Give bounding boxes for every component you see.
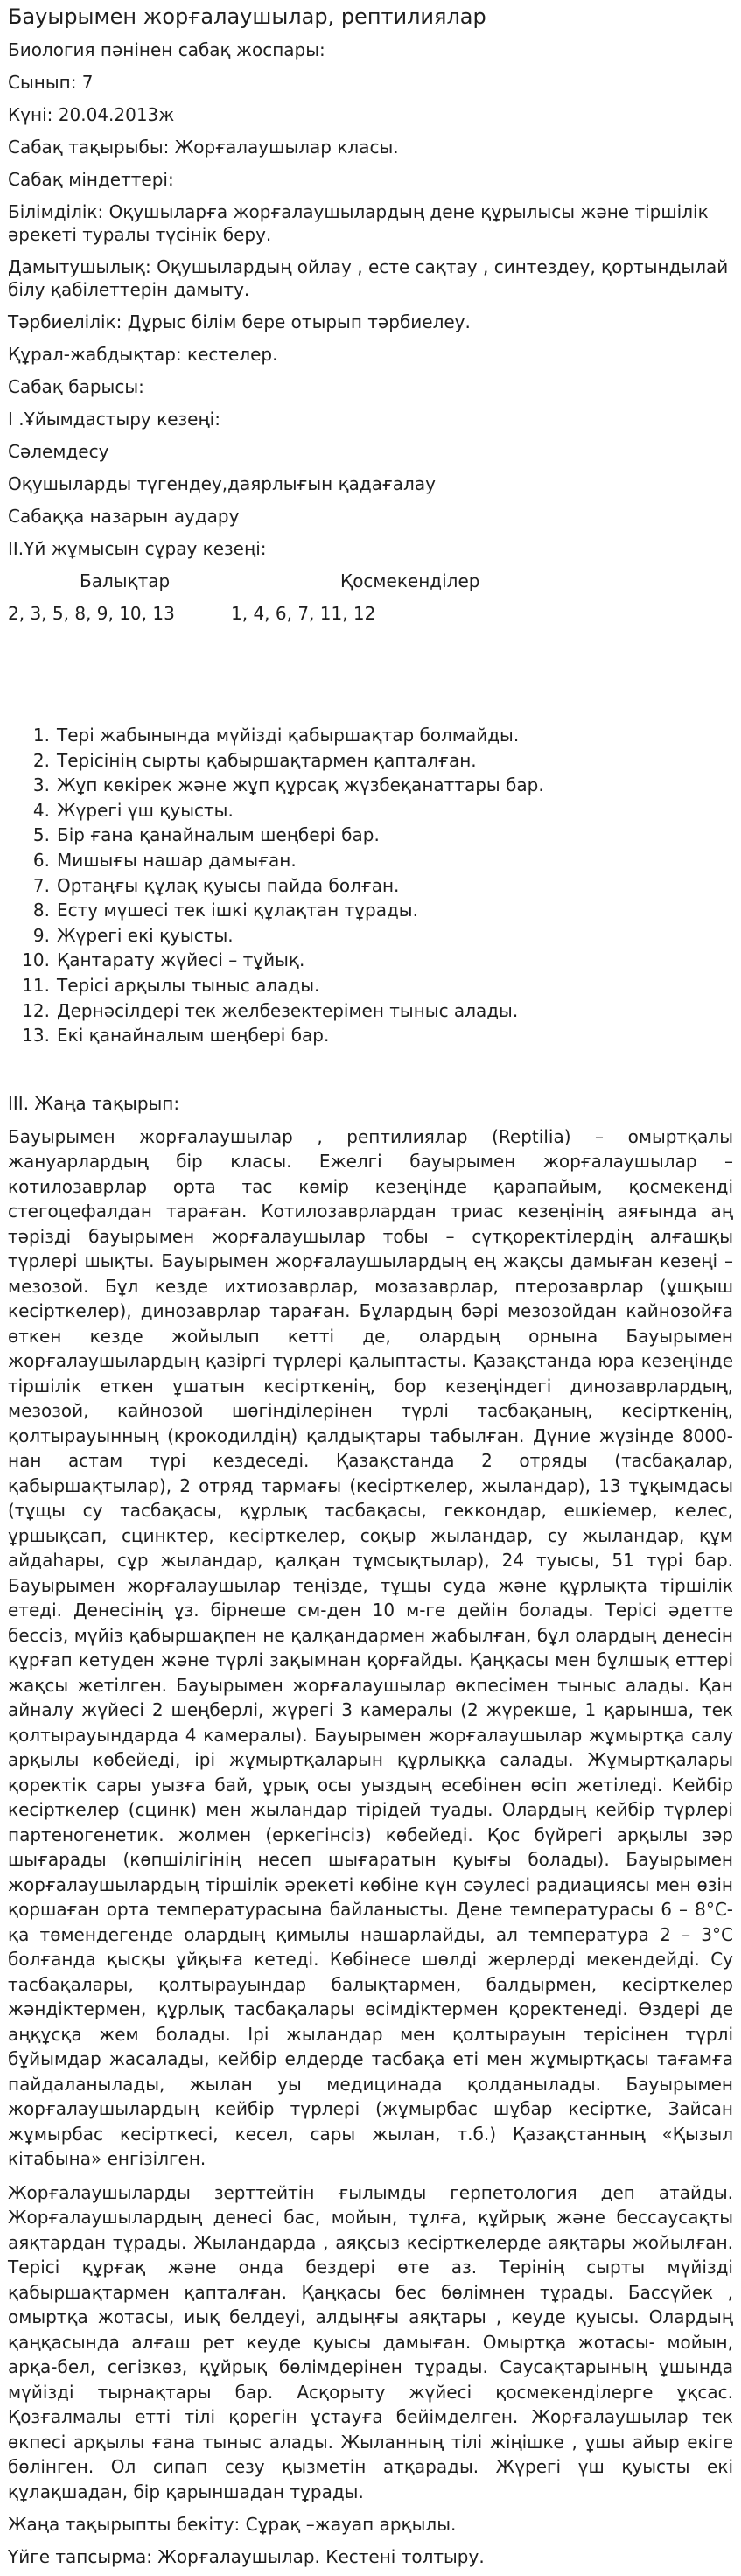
greeting-line: Сәлемдесу bbox=[8, 441, 109, 462]
grade-line: Сынып: 7 bbox=[8, 72, 94, 93]
group1-numbers: 2, 3, 5, 8, 9, 10, 13 bbox=[8, 603, 175, 624]
list-item-number: 12. bbox=[22, 999, 50, 1021]
list-item-number: 2. bbox=[32, 749, 50, 771]
list-item-number: 3. bbox=[32, 774, 50, 796]
list-item bbox=[20, 998, 733, 1024]
list-item-text: Дернәсілдері тек желбезектерімен тыныс алады. bbox=[57, 999, 519, 1021]
new-topic-paragraph-1: Бауырымен жорғалаушылар , рептилиялар (Reptilia) – омыртқалы жануарлардың бір класы. Ежелгі бауырымен жорғалаушылар – котилозаврлар орта тас көмір кезеңінде қарапайым, қосмекенді стегоцефалдан тараған. Котилозаврлардан триас кезеңінің аяғында аң тәрізді бауырымен жорғалаушылар тобы – сүтқоректілердің алғашқы түрлері шықты. Бауырымен жорғалаушылардың ең жақсы дамыған кезеңі – мезозой. Бұл кезде ихтиозаврлар, мозазаврлар, птерозаврлар (ұшқыш кесірткелер), динозаврлар тараған. Бұлардың бәрі мезозойдан кайнозойға өткен кезде жойылып кетті де, олардың орнына Бауырымен жорғалаушылардың қазіргі түрлері қалыптасты. Қазақстанда юра кезеңінде тіршілік еткен ұшатын кесірткенің, бор кезеңіндегі динозаврлардың, мезозой, кайнозой шөгінділерінен түрлі тасбақаның, кесірткенің, қолтырауынның (крокодилдің) қалдықтары табылған. Дүние жүзінде 8000-нан астам түрі кездеседі. Қазақстанда 2 отряды (тасбақалар, қабыршақтылар), 2 отряд тармағы (кесірткелер, жыландар), 13 тұқымдасы (тұщы су тасбақасы, құрлық тасбақасы, геккондар, ешкіемер, келес, ұршықсап, сцинктер, кесірткелер, соқыр жыландар, су жыландар, құм айдаһары, сұр жыландар, қалқан тұмсықтылар), 24 туысы, 51 түрі бар. Бауырымен жорғалаушылар теңізде, тұщы суда және құрлықта тіршілік етеді. Денесінің ұз. бірнеше см-ден 10 м-ге дейін болады. Терісі әдетте бессіз, мүйіз қабыршақпен не қалқандармен жабылған, бұл олардың денесін құрғап кетуден және түрлі зақымнан қорғайды. Қаңқасы мен бұлшық еттері жақсы жетілген. Бауырымен жорғалаушылар өкпесімен тыныс алады. Қан айналу жүйесі 2 шеңберлі, жүрегі 3 камералы (2 жүрекше, 1 қарынша, тек қолтырауындарда 4 камералы). Бауырымен жорғалаушылар жұмыртқа салу арқылы көбейеді, ірі жұмыртқаларын құрлыққа салады. Жұмыртқалары қоректік сары уызға бай, ұрық осы уыздың есебінен өсіп жетіледі. Кейбір кесірткелер (сцинк) мен жыландар тірідей туады. Олардың кейбір түрлері партеногенетик. жолмен (еркегінсіз) көбейеді. Қос бүйрегі арқылы зәр шығарады (көпшілігінің несеп шығаратын қуығы болады). Бауырымен жорғалаушылардың тіршілік әрекеті көбіне күн сәулесі радиациясы мен өзін қоршаған орта температурасына байланысты. Дене температурасы 6 – 8°С-қа төмендегенде олардың қимылы нашарлайды, ал температура 2 – 3°С болғанда қысқы ұйқыға кетеді. Көбінесе шөлді жерлерді мекендейді. Су тасбақалары, қолтырауындар балықтармен, балдырмен, кесірткелер жәндіктермен, құрлық тасбақалары өсімдіктермен қоректенеді. Өздері де аңқұсқа жем болады. Ірі жыландар мен қолтырауын терісінен түрлі бұйымдар жасалады, кейбір елдерде тасбақа еті мен жұмыртқасы тағамға пайдаланылады, жылан уы медицинада қолданылады. Бауырымен жорғалаушылардың кейбір түрлері (жұмырбас шұбар кесіртке, Зайсан жұмырбас кесірткесі, кесел, сары жылан, т.б.) Қазақстанның «Қызыл кітабына» енгізілген. bbox=[8, 1125, 733, 2170]
list-item bbox=[20, 873, 733, 899]
topic-line: Сабақ тақырыбы: Жорғалаушылар класы. bbox=[8, 136, 399, 158]
group-labels bbox=[8, 570, 733, 592]
stage2-heading: ІІ.Үй жұмысын сұрау кезеңі: bbox=[8, 538, 267, 559]
list-item bbox=[20, 723, 733, 748]
list-item-text: Мишығы нашар дамыған. bbox=[57, 849, 297, 871]
group-numbers bbox=[8, 602, 733, 625]
equipment-line: Құрал-жабдықтар: кестелер. bbox=[8, 344, 278, 365]
list-item-number: 4. bbox=[32, 799, 50, 821]
list-item-number: 5. bbox=[32, 824, 50, 846]
list-item-number: 6. bbox=[32, 849, 50, 871]
list-item-number: 13. bbox=[22, 1025, 50, 1046]
list-item-text: Терісі арқылы тыныс алады. bbox=[57, 974, 320, 996]
list-item-text: Жұп көкірек және жұп құрсақ жүзбеқанаттары бар. bbox=[57, 774, 544, 796]
list-item bbox=[20, 822, 733, 848]
list-item-number: 10. bbox=[22, 949, 50, 971]
list-item bbox=[20, 1023, 733, 1048]
goal-developmental: Дамытушылық: Оқушылардың ойлау , есте сақтау , синтездеу, қортындылай білу қабілеттерін дамыту. bbox=[8, 256, 729, 300]
list-item bbox=[20, 773, 733, 798]
list-item bbox=[20, 848, 733, 873]
list-item-number: 1. bbox=[32, 724, 50, 746]
list-item-text: Қантарату жүйесі – тұйық. bbox=[57, 949, 305, 971]
list-item-text: Терісінің сырты қабыршақтармен қапталған. bbox=[57, 749, 477, 771]
goal-upbringing: Тәрбиелілік: Дұрыс білім бере отырып тәрбиелеу. bbox=[8, 312, 471, 332]
list-item-text: Екі қанайналым шеңбері бар. bbox=[57, 1025, 330, 1046]
lesson-flow-heading: Сабақ барысы: bbox=[8, 376, 144, 397]
subject-line: Биология пәнінен сабақ жоспары: bbox=[8, 39, 325, 60]
goals-heading: Сабақ міндеттері: bbox=[8, 169, 174, 190]
list-item-text: Жүрегі екі қуысты. bbox=[57, 924, 234, 946]
list-item bbox=[20, 798, 733, 823]
list-item bbox=[20, 948, 733, 973]
attention-line: Сабаққа назарын аудару bbox=[8, 506, 240, 527]
goal-educational: Білімділік: Оқушыларға жорғалаушылардың дене құрылысы және тіршілік әрекеті туралы түсінік беру. bbox=[8, 201, 709, 245]
stage3-heading: ІІІ. Жаңа тақырып: bbox=[8, 1092, 180, 1114]
group2-label: Қосмекенділер bbox=[340, 570, 480, 592]
list-item-number: 9. bbox=[32, 924, 50, 946]
list-item-text: Жүрегі үш қуысты. bbox=[57, 799, 234, 821]
list-item-text: Ортаңғы құлақ қуысы пайда болған. bbox=[57, 874, 400, 896]
date-line: Күні: 20.04.2013ж bbox=[8, 104, 175, 125]
list-item-text: Есту мүшесі тек ішкі құлақтан тұрады. bbox=[57, 900, 418, 921]
list-item-number: 7. bbox=[32, 874, 50, 896]
attendance-line: Оқушыларды түгендеу,даярлығын қадағалау bbox=[8, 473, 436, 494]
page-title: Бауырымен жорғалаушылар, рептилиялар bbox=[8, 4, 486, 29]
list-item bbox=[20, 923, 733, 948]
stage1-heading: І .Ұйымдастыру кезеңі: bbox=[8, 409, 220, 430]
group2-numbers: 1, 4, 6, 7, 11, 12 bbox=[231, 603, 376, 624]
new-topic-paragraph-2: Жорғалаушыларды зерттейтін ғылымды герпетология деп атайды. Жорғалаушылардың денесі бас, мойын, тұлға, құйрық және бессаусақты аяқтардан тұрады. Жыландарда , аяқсыз кесірткелерде аяқтары жойылған. Терісі құрғақ және онда бездері өте аз. Терінің сырты мүйізді қабыршақтармен қапталған. Қаңқасы бес бөлімнен тұрады. Бассүйек , омыртқа жотасы, иық белдеуі, алдыңғы аяқтары , кеуде қуысы. Олардың қаңқасында алғаш рет кеуде қуысы дамыған. Омыртқа жотасы- мойын, арқа-бел, сегізкөз, құйрық бөлімдерінен тұрады. Саусақтарының ұшында мүйізді тырнақтары бар. Асқорыту жүйесі қосмекенділерге ұқсас. Қозғалмалы етті тілі қорегін ұстауға бейімделген. Жорғалаушылар тек өкпесі арқылы ғана тыныс алады. Жыланның тілі жіңішке , ұшы айыр екіге бөлінген. Ол сипап сезу қызметін атқарады. Жүрегі үш қуысты екі құлақшадан, бір қарыншадан тұрады. bbox=[8, 2181, 733, 2502]
list-item bbox=[20, 748, 733, 774]
list-item bbox=[20, 898, 733, 923]
list-item-number: 11. bbox=[22, 974, 50, 996]
list-item bbox=[20, 973, 733, 998]
question-list bbox=[8, 723, 733, 1048]
list-item-text: Тері жабынында мүйізді қабыршақтар болмайды. bbox=[57, 724, 520, 746]
list-item-text: Бір ғана қанайналым шеңбері бар. bbox=[57, 824, 380, 846]
homework-line: Үйге тапсырма: Жорғалаушылар. Кестені толтыру. bbox=[8, 2546, 485, 2568]
reinforce-line: Жаңа тақырыпты бекіту: Сұрақ –жауап арқылы. bbox=[8, 2514, 457, 2536]
group1-label: Балықтар bbox=[80, 570, 171, 592]
list-item-number: 8. bbox=[32, 900, 50, 921]
